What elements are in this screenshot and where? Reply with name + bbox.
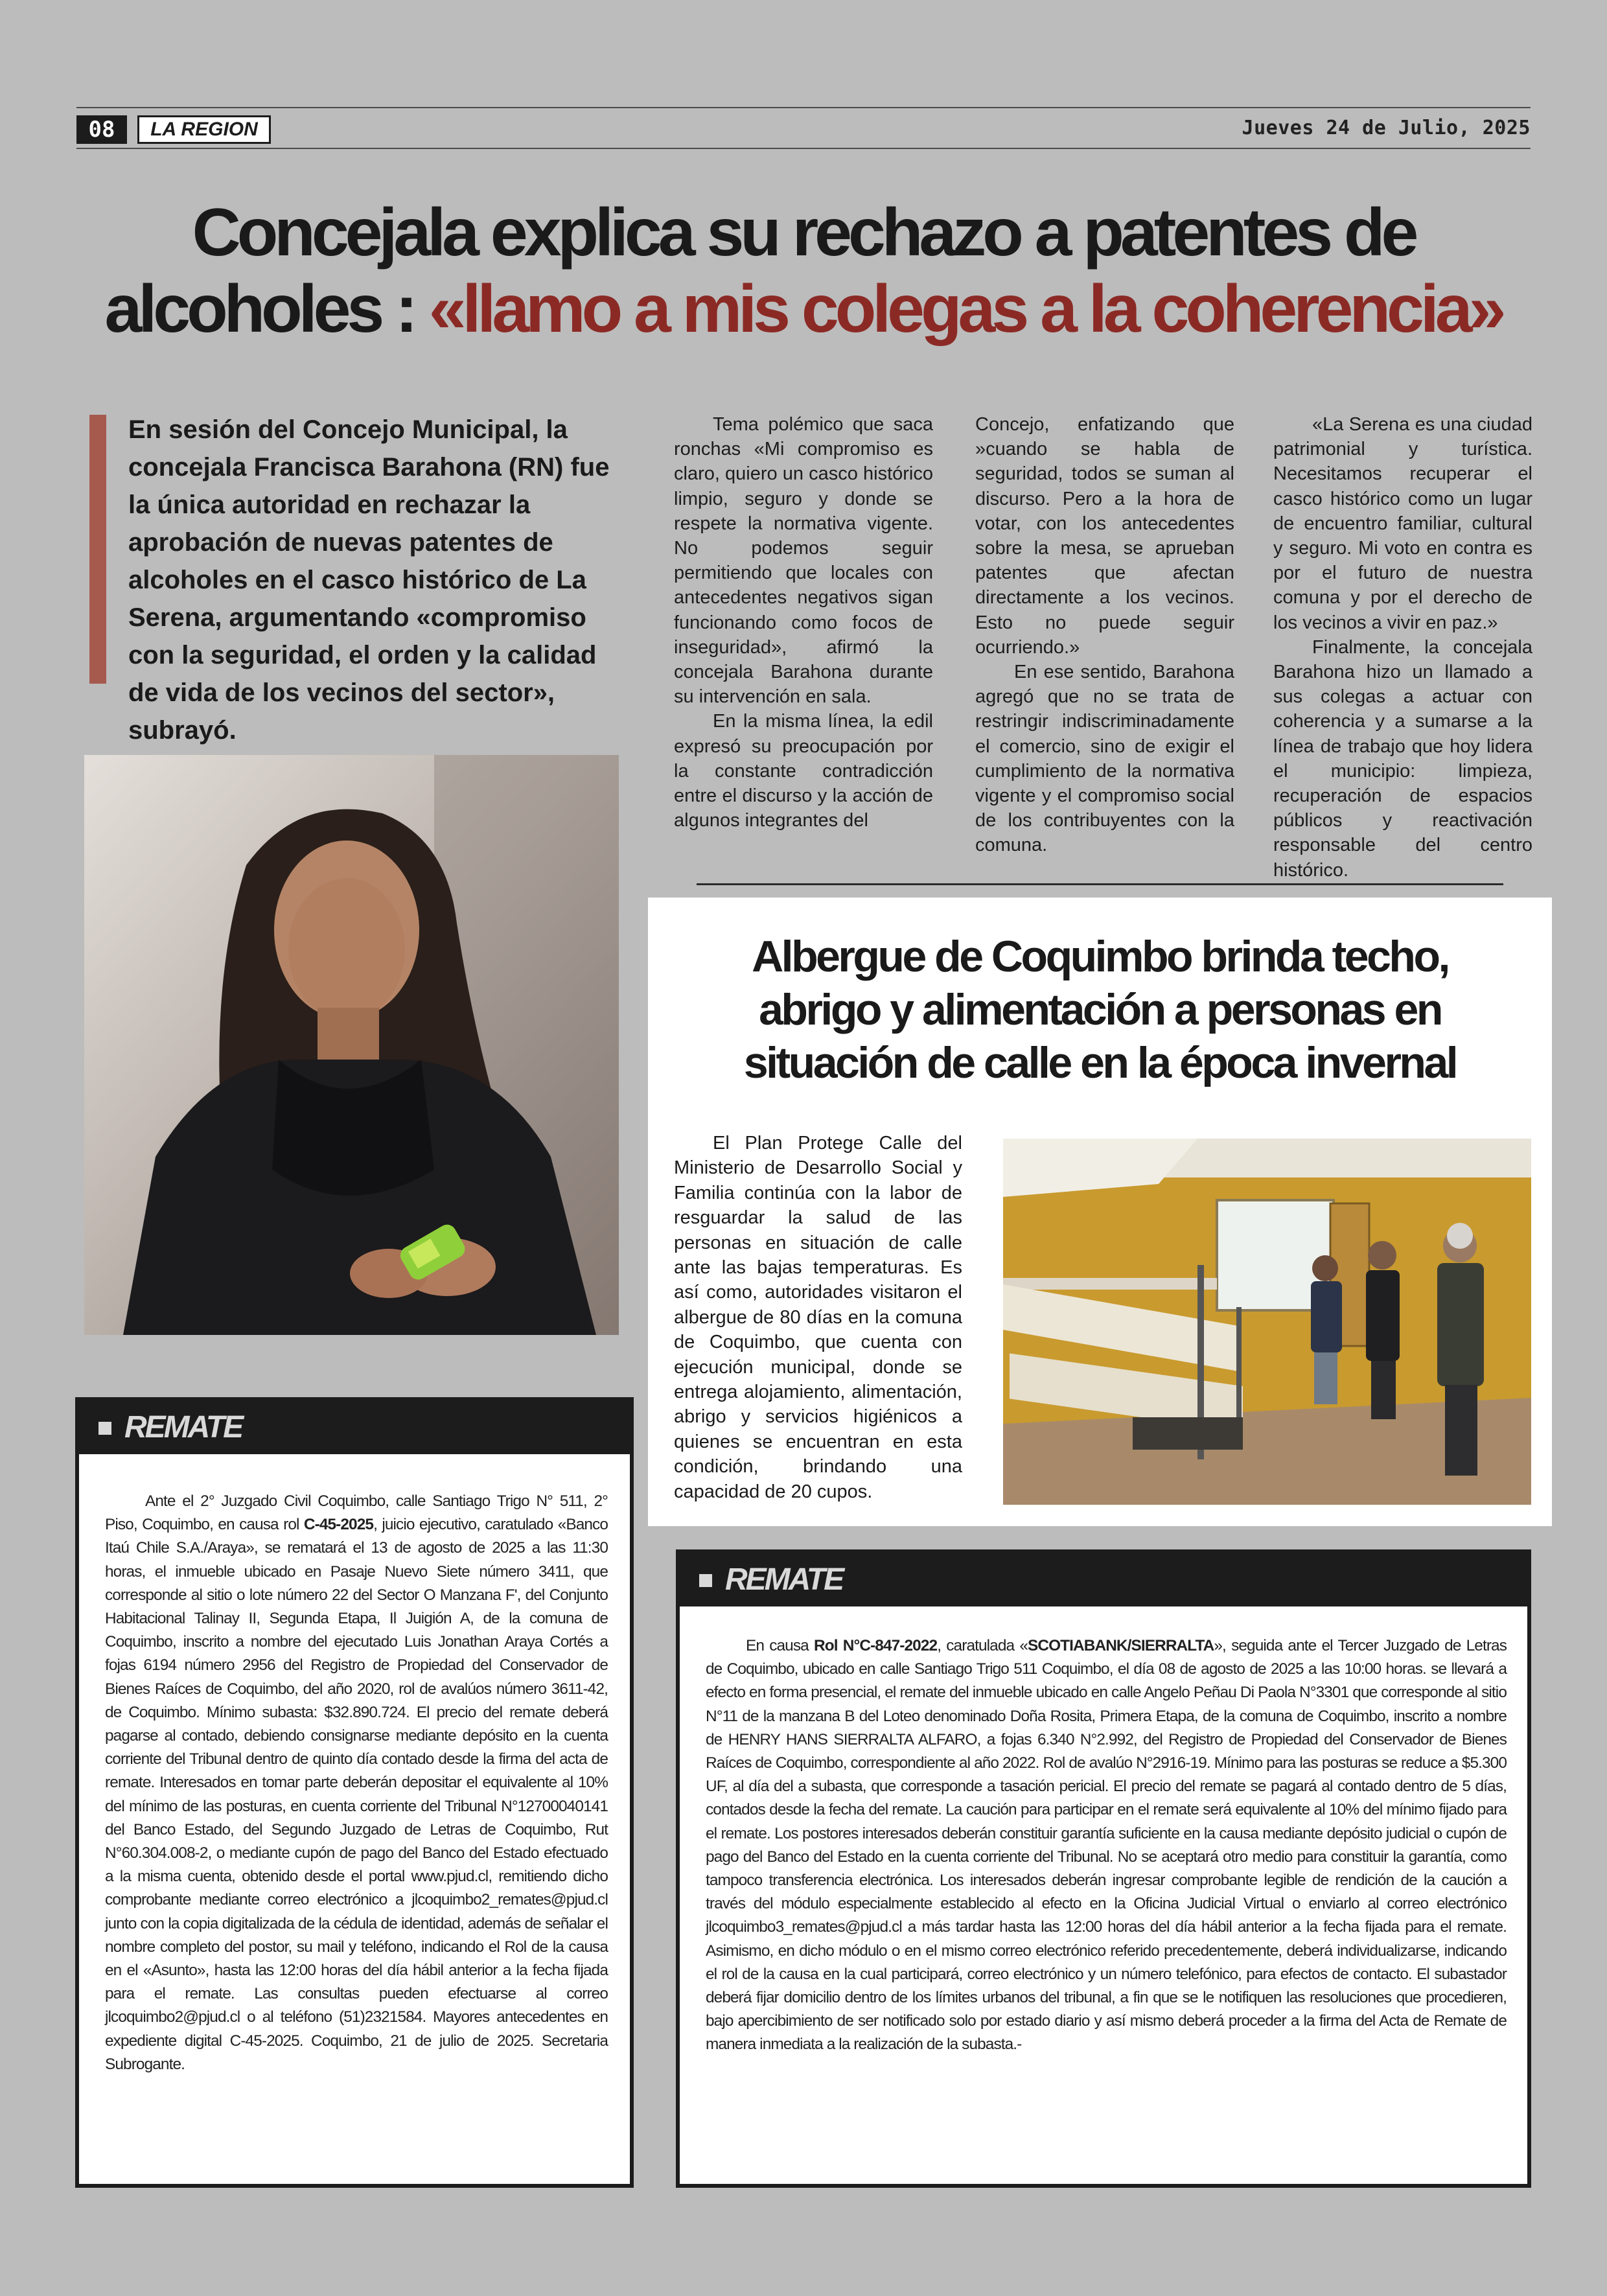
remate-notice-1: [75, 1397, 634, 2188]
issue-date: Jueves 24 de Julio, 2025: [1242, 117, 1531, 139]
remate-1-case-number: C-45-2025: [303, 1516, 374, 1534]
albergue-headline: [648, 930, 1552, 1089]
albergue-headline-line-1: Albergue de Coquimbo brinda techo,: [752, 932, 1448, 981]
albergue-story: [648, 898, 1552, 1526]
remate-2-caratula: SCOTIABANK/SIERRALTA: [1028, 1637, 1214, 1654]
main-headline: [78, 194, 1529, 347]
remate-2-paragraph: [706, 1634, 1507, 2057]
article-column-3: [1273, 412, 1532, 883]
header-top-rule: [76, 107, 1531, 108]
remate-1-title: REMATE: [124, 1410, 242, 1444]
col2-paragraph-2: En ese sentido, Barahona agregó que no se trata de restringir indiscriminadamente el comercio, sino de exigir el cumplimiento de la normativa vigente y el compromiso social de los contribuyentes con la comuna.: [975, 662, 1234, 856]
headline-line-2-black: alcoholes :: [104, 272, 429, 347]
headline-line-2-red: «llamo a mis colegas a la coherencia»: [428, 272, 1503, 347]
remate-notice-2: [676, 1549, 1531, 2188]
story-divider: [697, 883, 1503, 885]
col1-paragraph-2: En la misma línea, la edil expresó su preocupación por la constante contradicción entre el discurso y la acción de algunos integrantes del: [674, 711, 933, 831]
col2-paragraph-1: Concejo, enfatizando que »cuando se habla de seguridad, todos se suman al discurso. Pero a la hora de votar, con los antecedentes sobre la mesa, se aprueban patentes que afectan directamente a los vecinos. Esto no puede seguir ocurriendo.»: [975, 414, 1234, 658]
remate-2-body: [706, 1634, 1507, 2057]
remate-1-text-b: , juicio ejecutivo, caratulado «Banco Itaú Chile S.A./Araya», se rematará el 13 de agosto de 2025 a las 11:30 horas, el inmueble ubicado en Pasaje Nuevo Siete número 3411, que corresponde al sitio o lote número 22 del Sector O Manzana F', del Conjunto Habitacional Talinay II, Segunda Etapa, Il Juigión A, de la comuna de Coquimbo, inscrito a nombre del ejecutado Luis Jonathan Araya Cortés a fojas 6194 número 2956 del Registro de Propiedad del Conservador de Bienes Raíces de Coquimbo, del año 2020, rol de avalúos número 3611-42, de Coquimbo. Mínimo subasta: $32.890.724. El precio del remate deberá pagarse al contado, debiendo consignarse mediante depósito en la cuenta corriente del Tribunal dentro de quinto día contado desde la firma del acta de remate. Interesados en tomar parte deberán depositar el equivalente al 10% del mínimo de las posturas, en cuenta corriente del Tribunal N°12700040141 del Banco Estado, del Segundo Juzgado de Letras de Coquimbo, Rut N°60.304.008-2, o mediante cupón de pago del Banco del Estado efectuado a la misma cuenta, obtenido desde el portal www.pjud.cl, remitiendo dicho comprobante mediante correo electrónico a jlcoquimbo2_remates@pjud.cl junto con la copia digitalizada de la cédula de identidad, además de señalar el nombre completo del postor, su mail y teléfono, indicando el Rol de la causa en el «Asunto», hasta las 12:00 horas del día hábil anterior a la fecha fijada para el remate. Las consultas pueden efectuarse al correo jlcoquimbo2@pjud.cl o al teléfono (51)2321584. Mayores antecedentes en expediente digital C-45-2025. Coquimbo, 21 de julio de 2025. Secretaria Subrogante.: [105, 1516, 608, 2073]
headline-line-1: Concejala explica su rechazo a patentes de: [192, 195, 1415, 270]
article-lead: En sesión del Concejo Municipal, la concejala Francisca Barahona (RN) fue la única autoridad en rechazar la aprobación de nuevas patentes de alcoholes en el casco histórico de La Serena, argumentando «compromiso con la seguridad, el orden y la calidad de vida de los vecinos del sector», subrayó.: [128, 415, 610, 745]
remate-1-text-a: Ante el 2° Juzgado Civil Coquimbo, calle Santiago Trigo N° 511, 2° Piso, Coquimbo, en causa rol: [105, 1492, 608, 1534]
page-number: 08: [76, 115, 127, 144]
councilwoman-photo: [84, 755, 619, 1335]
lead-accent-bar: [89, 415, 106, 684]
albergue-headline-line-2: abrigo y alimentación a personas en: [759, 985, 1441, 1034]
remate-2-rol: Rol N°C-847-2022: [814, 1637, 938, 1654]
shelter-photo: [1003, 1139, 1531, 1505]
albergue-body: [674, 1131, 962, 1504]
remate-1-header: [79, 1401, 630, 1454]
remate-2-text-b: , caratulada «: [937, 1637, 1028, 1654]
remate-2-header: [680, 1553, 1527, 1606]
article-column-1: [674, 412, 933, 833]
newspaper-masthead: LA REGION: [137, 115, 271, 144]
remate-2-title: REMATE: [725, 1562, 843, 1597]
remate-1-paragraph: [105, 1490, 608, 2076]
square-bullet-icon: [98, 1422, 111, 1435]
albergue-paragraph: El Plan Protege Calle del Ministerio de Desarrollo Social y Familia continúa con la labor de resguardar la salud de las personas en situación de calle ante las bajas temperaturas. Es así como, autoridades visitaron el albergue de 80 días en la comuna de Coquimbo, que cuenta con ejecución municipal, donde se entrega alojamiento, alimentación, abrigo y servicios higiénicos a quienes se encuentran en esta condición, brindando una capacidad de 20 cupos.: [674, 1133, 962, 1502]
remate-2-text-a: En causa: [746, 1637, 815, 1654]
square-bullet-icon: [699, 1574, 712, 1587]
albergue-headline-line-3: situación de calle en la época invernal: [743, 1038, 1457, 1087]
col3-paragraph-2: Finalmente, la concejala Barahona hizo un llamado a sus colegas a actuar con coherencia y a sumarse a la línea de trabajo que hoy lidera el municipio: limpieza, recuperación de espacios públicos y reactivación responsable del centro histórico.: [1273, 636, 1532, 881]
article-column-2: [975, 412, 1234, 858]
councilwoman-photo-illustration: [84, 755, 619, 1335]
header-bottom-rule: [76, 148, 1531, 149]
shelter-photo-illustration: [1003, 1139, 1531, 1505]
remate-2-text-c: », seguida ante el Tercer Juzgado de Letras de Coquimbo, ubicado en calle Santiago Trigo 511 Coquimbo, el día 08 de agosto de 2025 a las 10:00 horas. se llevará a efecto en forma presencial, el remate del inmueble ubicado en calle Angelo Peñau Di Paola N°3301 que corresponde al sitio N°11 de la manzana B del Loteo denominado Doña Rosita, Primera Etapa, de la comuna de Coquimbo, inscrito a nombre de HENRY HANS SIERRALTA ALFARO, a fojas 6.340 N°2.992, del Registro de Propiedad del Conservador de Bienes Raíces de Coquimbo, correspondiente al año 2022. Rol de avalúo N°2916-19. Mínimo para las posturas se reduce a $5.300 UF, al día del a subasta, que corresponde a tasación pericial. El precio del remate se pagará al contado dentro de 5 días, contados desde la fecha del remate. La caución para participar en el remate será equivalente al 10% del mínimo fijado para el remate. Los postores interesados deberán constituir garantía suficiente en la causa mediante depósito judicial o cupón de pago del Banco del Estado en la cuenta corriente del Tribunal. No se aceptará otro medio para constituir la garantía, como tampoco transferencia electrónica. Los interesados deberán ingresar comprobante legible de rendición de la caución a través del módulo especialmente establecido al efecto en la Oficina Judicial Virtual o enviarlo al correo electrónico jlcoquimbo3_remates@pjud.cl a más tardar hasta las 12:00 horas del día hábil anterior a la fecha fijada para el remate. Asimismo, en dicho módulo o en el mismo correo electrónico referido precedentemente, deberá individualizarse, indicando el rol de la causa en la cual participará, correo electrónico y un número telefónico, para efectos de contacto. El subastador deberá fijar domicilio dentro de los límites urbanos del tribunal, a fin que se le notifiquen las resoluciones que procedieren, bajo apercibimiento de ser notificado solo por estado diario y así mismo deberá proceder a la firma del Acta de Remate de manera inmediata a la realización de la subasta.-: [706, 1637, 1507, 2054]
remate-1-body: [105, 1490, 608, 2076]
col1-paragraph-1: Tema polémico que saca ronchas «Mi compromiso es claro, quiero un casco histórico limpio, seguro y donde se respete la normativa vigente. No podemos seguir permitiendo que locales con antecedentes negativos sigan funcionando como focos de inseguridad», afirmó la concejala Barahona durante su intervención en sala.: [674, 414, 933, 708]
col3-paragraph-1: «La Serena es una ciudad patrimonial y turística. Necesitamos recuperar el casco histórico como un lugar de encuentro familiar, cultural y seguro. Mi voto en contra es por el futuro de nuestra comuna y por el derecho de los vecinos a vivir en paz.»: [1273, 414, 1532, 633]
